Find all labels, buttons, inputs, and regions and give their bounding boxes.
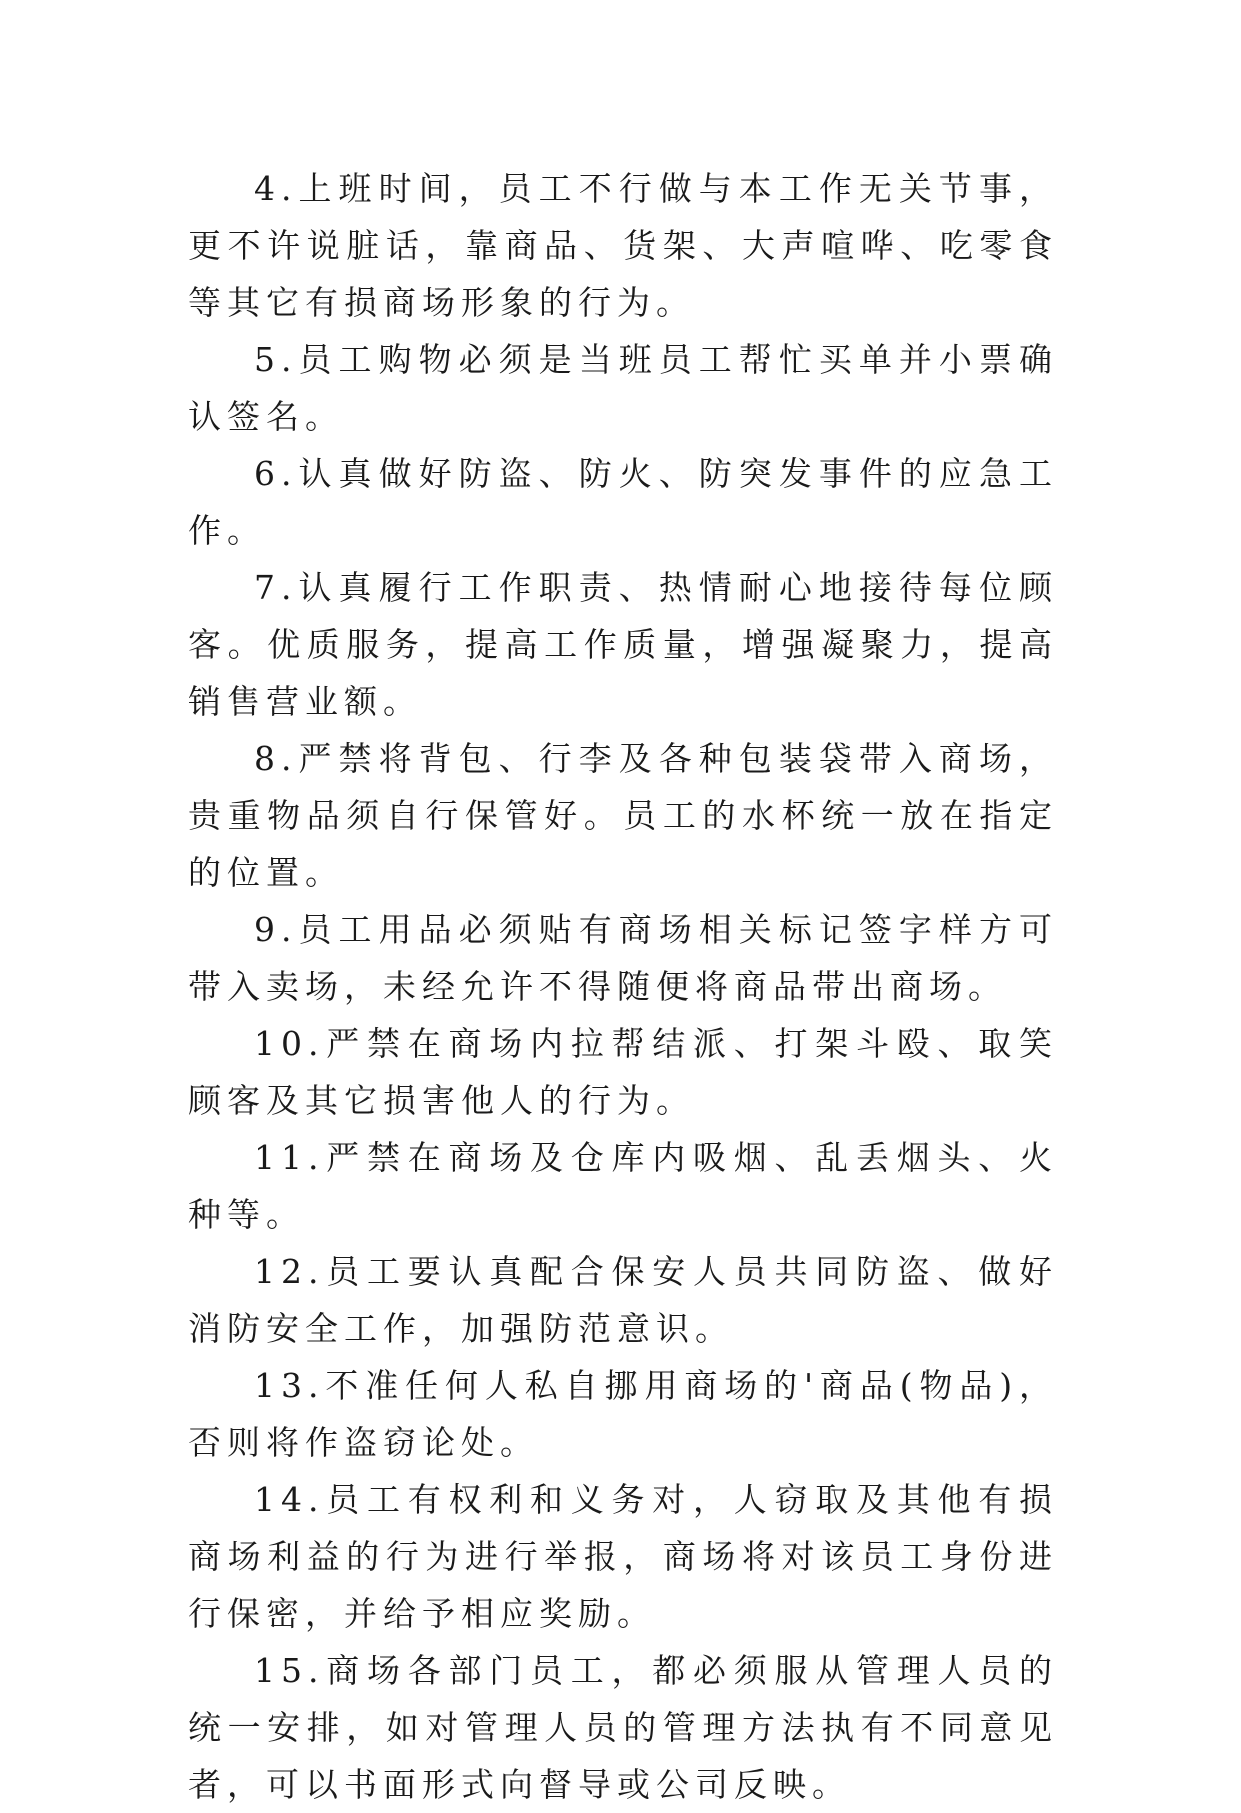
rule-paragraph-6: 6.认真做好防盗、防火、防突发事件的应急工作。 (188, 454, 1058, 550)
rule-paragraph-13: 13.不准任何人私自挪用商场的'商品(物品)，否则将作盗窃论处。 (188, 1366, 1058, 1462)
rule-paragraph-8: 8.严禁将背包、行李及各种包装袋带入商场，贵重物品须自行保管好。员工的水杯统一放在指定的位置。 (188, 739, 1058, 892)
rule-paragraph-12: 12.员工要认真配合保安人员共同防盗、做好消防安全工作，加强防范意识。 (188, 1252, 1058, 1348)
rule-paragraph-4: 4.上班时间，员工不行做与本工作无关节事，更不许说脏话，靠商品、货架、大声喧哗、吃零食等其它有损商场形象的行为。 (188, 169, 1058, 322)
rule-paragraph-14: 14.员工有权利和义务对，人窃取及其他有损商场利益的行为进行举报，商场将对该员工身份进行保密，并给予相应奖励。 (188, 1480, 1058, 1633)
document-body (188, 160, 1058, 1813)
rule-paragraph-15: 15.商场各部门员工，都必须服从管理人员的统一安排，如对管理人员的管理方法执有不同意见者，可以书面形式向督导或公司反映。 (188, 1651, 1058, 1804)
rule-paragraph-11: 11.严禁在商场及仓库内吸烟、乱丢烟头、火种等。 (188, 1138, 1058, 1234)
rule-paragraph-10: 10.严禁在商场内拉帮结派、打架斗殴、取笑顾客及其它损害他人的行为。 (188, 1024, 1058, 1120)
rule-paragraph-5: 5.员工购物必须是当班员工帮忙买单并小票确认签名。 (188, 340, 1058, 436)
rule-paragraph-7: 7.认真履行工作职责、热情耐心地接待每位顾客。优质服务，提高工作质量，增强凝聚力，提高销售营业额。 (188, 568, 1058, 721)
rule-paragraph-9: 9.员工用品必须贴有商场相关标记签字样方可带入卖场，未经允许不得随便将商品带出商场。 (188, 910, 1058, 1006)
